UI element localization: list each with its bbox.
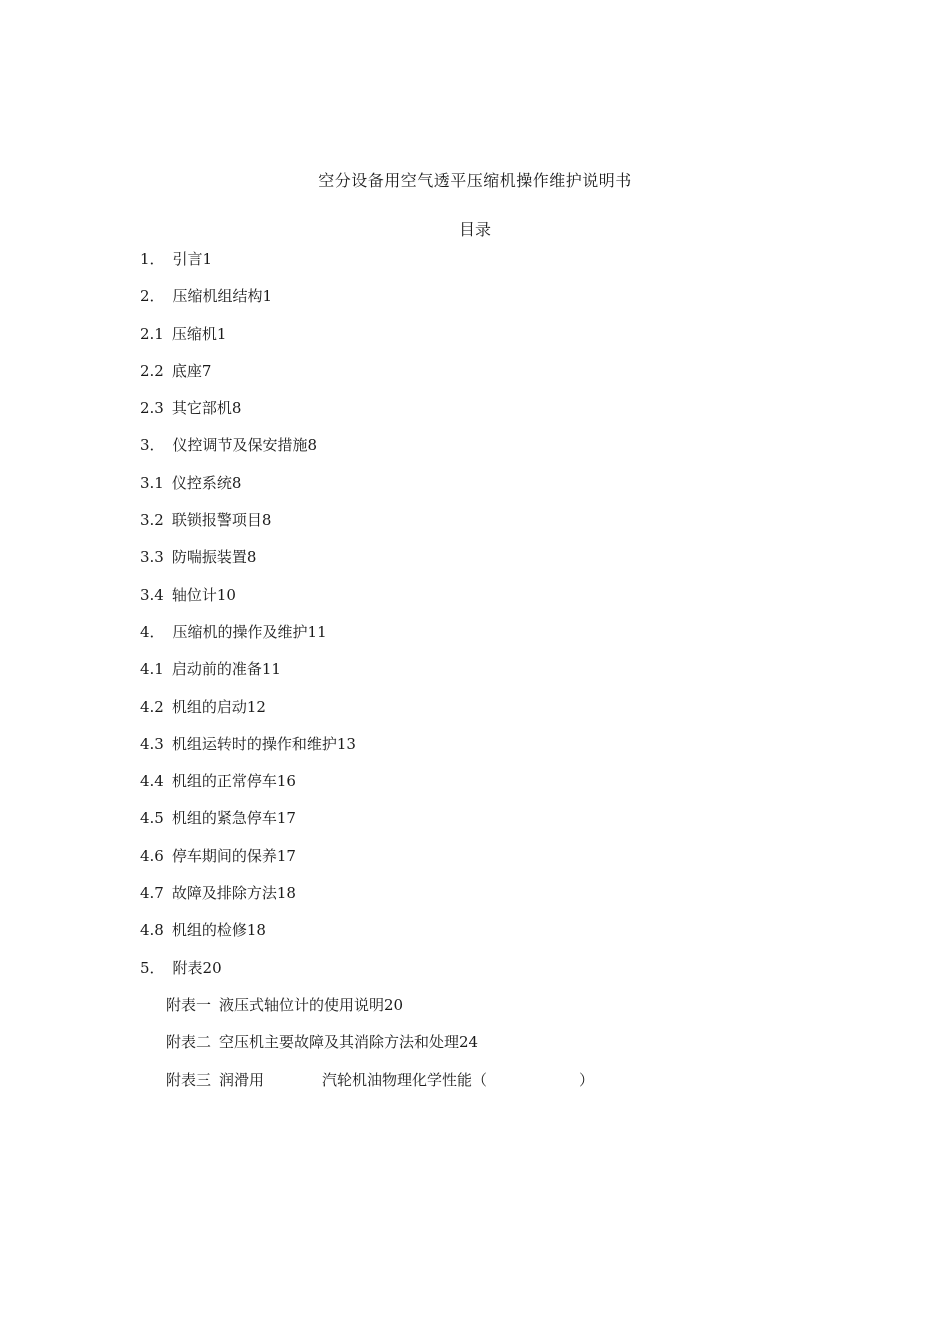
toc-entry-number: 4.5 — [140, 809, 164, 828]
toc-entry — [140, 657, 680, 694]
toc-entry-text: 启动前的准备11 — [171, 660, 281, 679]
appendix-3-part1: 润滑用 — [219, 1070, 265, 1089]
appendix-label: 附表一 — [166, 995, 212, 1014]
toc-entry-text: 仪控系统8 — [171, 473, 242, 492]
toc-entry — [140, 322, 680, 359]
toc-entry-number: 4.6 — [140, 846, 164, 865]
toc-entry — [140, 844, 680, 881]
toc-entry-number: 3． — [140, 436, 165, 455]
toc-entry-number: 2.3 — [140, 399, 164, 418]
toc-entry-text: 压缩机组结构1 — [172, 287, 273, 306]
toc-entry — [140, 620, 680, 657]
toc-entry-number: 3.4 — [140, 585, 164, 604]
toc-entry — [140, 508, 680, 545]
toc-entry-text: 机组的紧急停车17 — [171, 809, 296, 828]
toc-heading: 目录 — [458, 220, 491, 239]
toc-appendix-entry — [140, 1030, 680, 1067]
toc-entry-number: 4.7 — [140, 884, 164, 903]
toc-entry-text: 联锁报警项目8 — [171, 511, 272, 530]
appendix-3-part2: 汽轮机油物理化学性能（ — [322, 1070, 488, 1089]
appendix-text: 液压式轴位计的使用说明20 — [219, 995, 404, 1014]
toc-entry-text: 附表20 — [172, 958, 222, 977]
toc-appendix-entries — [140, 993, 680, 1068]
toc-entry-text: 机组的检修18 — [171, 921, 266, 940]
toc-entry-number: 4． — [140, 622, 165, 641]
toc-entry-number: 4.4 — [140, 772, 164, 791]
toc-entry — [140, 433, 680, 470]
toc-entry-text: 引言1 — [172, 250, 213, 268]
toc-entry-number: 2.2 — [140, 361, 164, 380]
toc-entry-text: 机组运转时的操作和维护13 — [171, 734, 356, 753]
toc-entry — [140, 247, 680, 284]
toc-entry — [140, 806, 680, 843]
appendix-label: 附表二 — [166, 1033, 212, 1052]
toc-entry-text: 压缩机的操作及维护11 — [172, 622, 327, 641]
toc-entry-number: 5． — [140, 958, 165, 977]
toc-entry — [140, 359, 680, 396]
toc-entry-text: 压缩机1 — [171, 324, 227, 343]
toc-entry — [140, 695, 680, 732]
toc-entry — [140, 545, 680, 582]
toc-entry-number: 2． — [140, 287, 165, 306]
toc-entry-text: 停车期间的保养17 — [171, 846, 296, 865]
toc-entry — [140, 881, 680, 918]
toc-entry-number: 3.2 — [140, 511, 164, 530]
toc-appendix-entry — [140, 993, 680, 1030]
toc-entry-number: 3.1 — [140, 473, 164, 492]
table-of-contents — [140, 247, 680, 1105]
toc-entry — [140, 769, 680, 806]
toc-entry-number: 2.1 — [140, 324, 164, 343]
toc-entry — [140, 956, 680, 993]
toc-entry — [140, 732, 680, 769]
document-title: 空分设备用空气透平压缩机操作维护说明书 — [318, 171, 632, 190]
toc-entry-number: 4.1 — [140, 660, 164, 679]
appendix-3-part3: ） — [579, 1070, 595, 1089]
toc-entry-number: 4.3 — [140, 734, 164, 753]
toc-entry — [140, 471, 680, 508]
toc-entry-text: 其它部机8 — [171, 399, 242, 418]
toc-entry-number: 3.3 — [140, 548, 164, 567]
toc-entry-text: 防喘振装置8 — [171, 548, 257, 567]
toc-entry-text: 故障及排除方法18 — [171, 884, 296, 903]
toc-entry — [140, 284, 680, 321]
appendix-text: 空压机主要故障及其消除方法和处理24 — [219, 1033, 479, 1052]
toc-entry-text: 机组的启动12 — [171, 697, 266, 716]
toc-entry-text: 机组的正常停车16 — [171, 772, 296, 791]
toc-entry — [140, 396, 680, 433]
toc-entry-text: 轴位计10 — [171, 585, 236, 604]
toc-entry-text: 仪控调节及保安措施8 — [172, 436, 318, 455]
toc-entries — [140, 247, 680, 993]
toc-entry-text: 底座7 — [171, 361, 212, 380]
toc-entry-number: 4.2 — [140, 697, 164, 716]
toc-entry — [140, 583, 680, 620]
toc-entry-number: 4.8 — [140, 921, 164, 940]
toc-entry — [140, 918, 680, 955]
appendix-label: 附表三 — [166, 1070, 212, 1089]
toc-appendix-3 — [140, 1068, 680, 1105]
toc-entry-number: 1． — [140, 250, 165, 268]
